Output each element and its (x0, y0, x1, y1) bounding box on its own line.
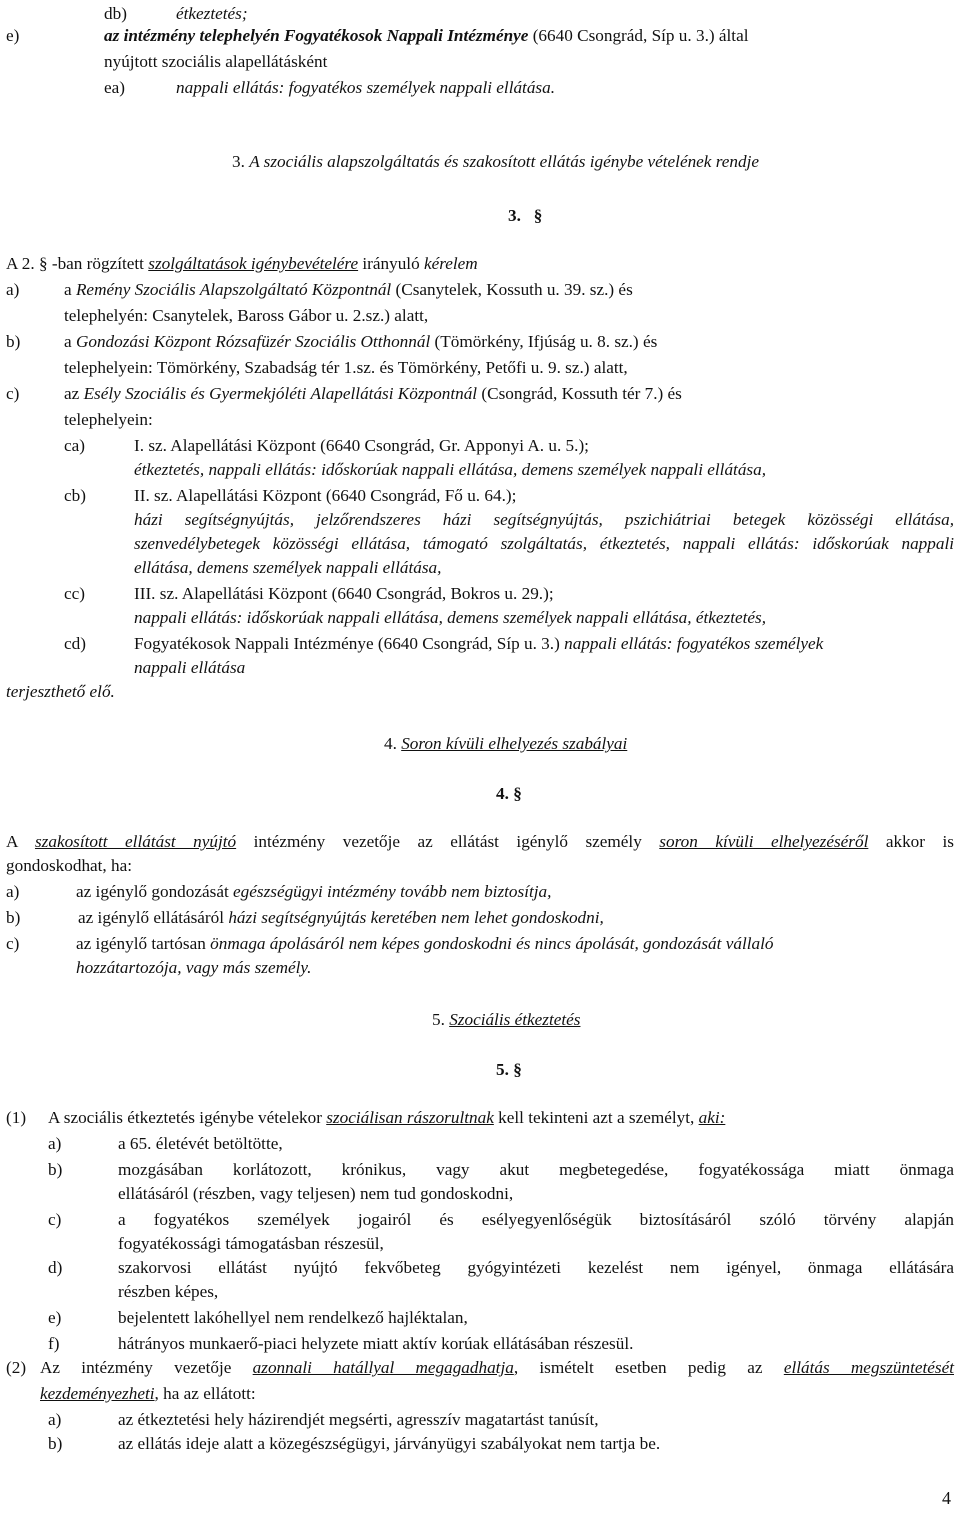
item-text-e: az intézmény telephelyén Fogyatékosok Nappali Intézménye (6640 Csongrád, Síp u. 3.) által (104, 26, 749, 45)
item-label-cd: cd) (64, 634, 86, 653)
item-text-4c-cont: hozzátartozója, vagy más személy. (76, 958, 312, 977)
item-text-e-cont: nyújtott szociális alapellátásként (104, 52, 328, 71)
item-text-5c: a fogyatékos személyek jogairól és esélyegyenlőségük biztosításáról szóló törvény alapján (118, 1210, 954, 1229)
item-text-5f: hátrányos munkaerő-piaci helyzete miatt aktív korúak ellátásában részesül. (118, 1334, 634, 1353)
item-services-cb-2: szenvedélybetegek közösségi ellátása, támogató szolgáltatás, étkeztetés, nappali ellátás: időskorúak nappali (134, 534, 954, 553)
item-text-ca: I. sz. Alapellátási Központ (6640 Csongrád, Gr. Apponyi A. u. 5.); (134, 436, 589, 455)
item-label-5c: c) (48, 1210, 62, 1229)
chapter-3-intro: A 2. § -ban rögzített szolgáltatások igénybevételére irányuló kérelem (6, 254, 478, 273)
item-text-p2a: az étkeztetési hely házirendjét megsérti, agresszív magatartást tanúsít, (118, 1410, 599, 1429)
item-text-5d-cont: részben képes, (118, 1282, 219, 1301)
item-text-cb: II. sz. Alapellátási Központ (6640 Csongrád, Fő u. 64.); (134, 486, 517, 505)
paragraph-1-text: A szociális étkeztetés igénybe vételekor szociálisan rászorultnak kell tekinteni azt a személyt, aki: (48, 1108, 726, 1127)
item-text-c-cont: telephelyein: (64, 410, 153, 429)
paragraph-2-text: Az intézmény vezetője azonnali hatállyal megagadhatja, ismételt esetben pedig az ellátás megszüntetését (40, 1358, 954, 1377)
item-text-5e: bejelentett lakóhellyel nem rendelkező hajléktalan, (118, 1308, 468, 1327)
item-label-5b: b) (48, 1160, 63, 1179)
item-services-cb-1: házi segítségnyújtás, jelzőrendszeres házi segítségnyújtás, pszichiátriai betegek közösségi ellátása, (134, 510, 954, 529)
item-label-b: b) (6, 332, 21, 351)
chapter-4-paragraph: A szakosított ellátást nyújtó intézmény vezetője az ellátást igénylő személy soron kívüli elhelyezéséről akkor is (6, 832, 954, 851)
item-label-p2a: a) (48, 1410, 62, 1429)
item-text-ea: nappali ellátás: fogyatékos személyek nappali ellátása. (176, 78, 556, 97)
section-3-title: 3. § (508, 206, 543, 225)
chapter-4-heading: 4. Soron kívüli elhelyezés szabályai (384, 734, 628, 753)
item-services-cd-2: nappali ellátása (134, 658, 246, 677)
item-text-c: az Esély Szociális és Gyermekjóléti Alapellátási Központnál (Csongrád, Kossuth tér 7.) és (64, 384, 682, 403)
item-services-cb-3: ellátása, demens személyek nappali ellátása, (134, 558, 442, 577)
item-text-4b: az igénylő ellátásáról házi segítségnyújtás keretében nem lehet gondoskodni, (78, 908, 604, 927)
chapter-3-heading: 3. A szociális alapszolgáltatás és szakosított ellátás igénybe vételének rendje (232, 152, 760, 171)
item-text-cd: Fogyatékosok Nappali Intézménye (6640 Csongrád, Síp u. 3.) nappali ellátás: fogyatékos személyek (134, 634, 824, 653)
item-label-5e: e) (48, 1308, 62, 1327)
item-label-ea: ea) (104, 78, 125, 97)
item-text-4a: az igénylő gondozását egészségügyi intézmény tovább nem biztosítja, (76, 882, 552, 901)
chapter-4-paragraph-cont: gondoskodhat, ha: (6, 856, 133, 875)
chapter-3-closing: terjeszthető elő. (6, 682, 115, 701)
paragraph-2-label: (2) (6, 1358, 27, 1377)
item-text-a-cont: telephelyén: Csanytelek, Baross Gábor u. 2.sz.) alatt, (64, 306, 429, 325)
item-services-ca: étkeztetés, nappali ellátás: időskorúak nappali ellátása, demens személyek nappali ellátása, (134, 460, 767, 479)
item-label-5f: f) (48, 1334, 60, 1353)
item-label-ca: ca) (64, 436, 85, 455)
item-text-p2b: az ellátás ideje alatt a közegészségügyi, járványügyi szabályokat nem tartja be. (118, 1434, 661, 1453)
item-text-b-cont: telephelyein: Tömörkény, Szabadság tér 1.sz. és Tömörkény, Petőfi u. 9. sz.) alatt, (64, 358, 628, 377)
item-label-e: e) (6, 26, 20, 45)
item-text-5a: a 65. életévét betöltötte, (118, 1134, 283, 1153)
item-text-cc: III. sz. Alapellátási Központ (6640 Csongrád, Bokros u. 29.); (134, 584, 554, 603)
paragraph-2-cont: kezdeményezheti, ha az ellátott: (40, 1384, 256, 1403)
item-text-5c-cont: fogyatékossági támogatásban részesül, (118, 1234, 384, 1253)
item-label-4b: b) (6, 908, 21, 927)
section-4-title: 4. § (496, 784, 522, 803)
item-text-5d: szakorvosi ellátást nyújtó fekvőbeteg gyógyintézeti kezelést nem igényel, önmaga ellátására (118, 1258, 954, 1277)
item-label-5d: d) (48, 1258, 63, 1277)
paragraph-1-label: (1) (6, 1108, 27, 1127)
item-label-db: db) (104, 4, 127, 23)
chapter-5-heading: 5. Szociális étkeztetés (432, 1010, 581, 1029)
item-label-cb: cb) (64, 486, 86, 505)
item-text-db: étkeztetés; (176, 4, 248, 23)
item-label-5a: a) (48, 1134, 62, 1153)
item-label-a: a) (6, 280, 20, 299)
page-number: 4 (942, 1488, 951, 1508)
item-label-cc: cc) (64, 584, 85, 603)
item-text-4c: az igénylő tartósan önmaga ápolásáról nem képes gondoskodni és nincs ápolását, gondozását vállaló (76, 934, 774, 953)
section-5-title: 5. § (496, 1060, 522, 1079)
item-label-c: c) (6, 384, 20, 403)
item-label-4a: a) (6, 882, 20, 901)
item-text-a: a Remény Szociális Alapszolgáltató Központnál (Csanytelek, Kossuth u. 39. sz.) és (64, 280, 633, 299)
item-text-b: a Gondozási Központ Rózsafüzér Szociális Otthonnál (Tömörkény, Ifjúság u. 8. sz.) és (64, 332, 658, 351)
item-label-p2b: b) (48, 1434, 63, 1453)
item-services-cc: nappali ellátás: időskorúak nappali ellátása, demens személyek nappali ellátása, étkeztetés, (134, 608, 767, 627)
item-text-5b: mozgásában korlátozott, krónikus, vagy akut megbetegedése, fogyatékossága miatt önmaga (118, 1160, 954, 1179)
item-label-4c: c) (6, 934, 20, 953)
item-text-5b-cont: ellátásáról (részben, vagy teljesen) nem tud gondoskodni, (118, 1184, 514, 1203)
